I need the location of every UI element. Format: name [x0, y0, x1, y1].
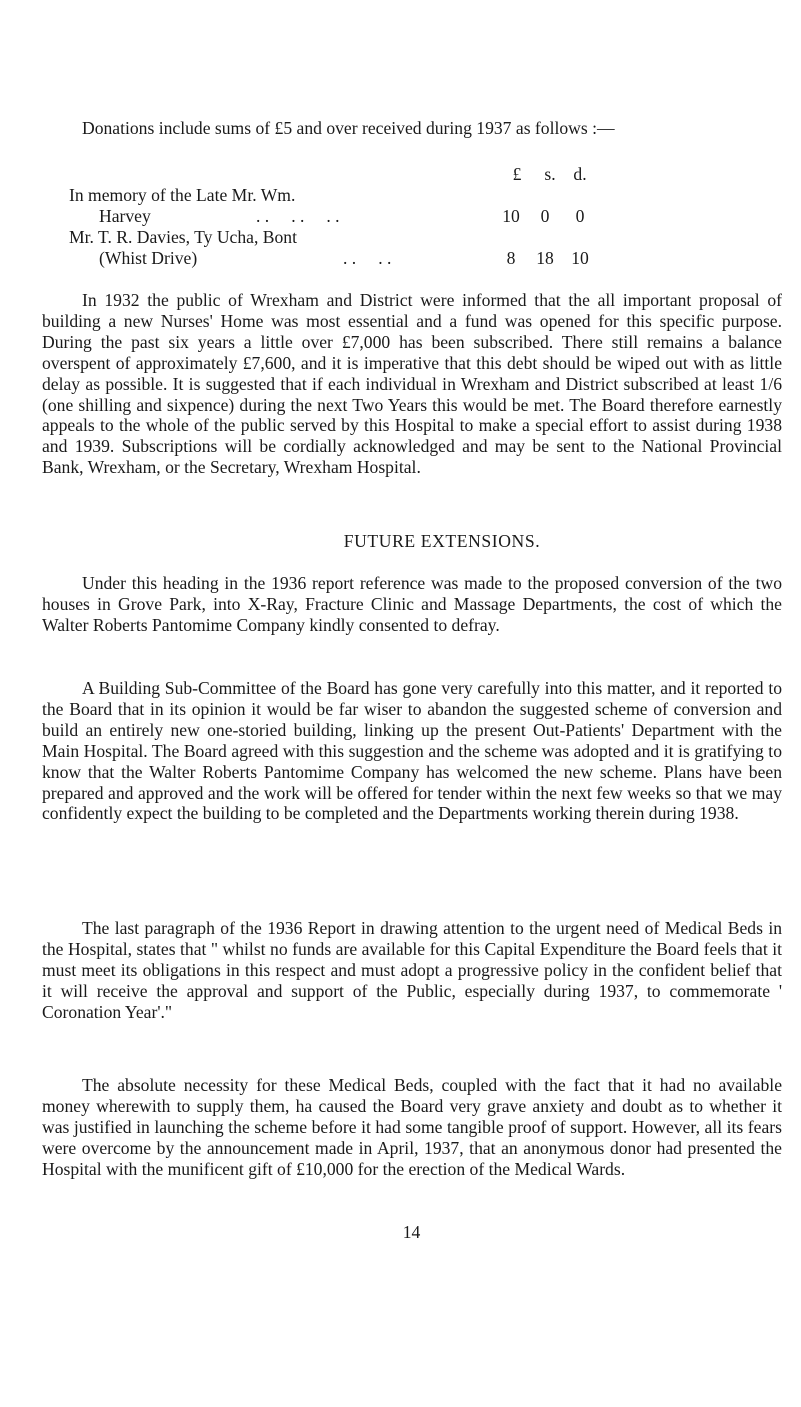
anonymous-donor-paragraph: The absolute necessity for these Medical Beds, coupled with the fact that it had no available money wherewith to supply them, ha caused the Board very grave anxiety and doubt as to whether it was justified in launching the scheme before it had some tangible proof of support. However, all its fears were overcome by the announcement made in April, 1937, that an anonymous donor had presented the Hospital with the munificent gift of £10,000 for the erection of the Medical Wards.	[42, 1075, 782, 1179]
donation-2-pounds: 8	[506, 248, 516, 268]
nurses-home-block	[42, 290, 782, 478]
heading-block	[42, 531, 782, 552]
donation-2-leader: . . . .	[343, 248, 392, 268]
extensions-block-2	[42, 678, 782, 824]
donation-2-shillings: 18	[536, 248, 554, 268]
donation-1-leader: . . . . . .	[256, 206, 340, 226]
donation-1-pounds: 10	[502, 206, 520, 226]
extensions-block-1	[42, 573, 782, 636]
header-pounds: £	[512, 164, 522, 184]
donation-1-line2: Harvey	[99, 206, 151, 226]
page-number: 14	[402, 1222, 421, 1242]
extensions-block-4	[42, 1075, 782, 1180]
donation-2-line2: (Whist Drive)	[99, 248, 198, 268]
header-pence: d.	[573, 164, 587, 184]
donation-2-line1: Mr. T. R. Davies, Ty Ucha, Bont	[69, 227, 297, 247]
extensions-block-3	[42, 918, 782, 1023]
donation-1-shillings: 0	[540, 206, 550, 226]
grove-park-paragraph: Under this heading in the 1936 report reference was made to the proposed conversion of the two houses in Grove Park, into X-Ray, Fracture Clinic and Massage Departments, the cost of which the Walter Roberts Pantomime Company kindly consented to defray.	[42, 573, 782, 635]
donation-2-pence: 10	[571, 248, 589, 268]
intro-block	[42, 118, 782, 139]
sub-committee-paragraph: A Building Sub-Committee of the Board has gone very carefully into this matter, and it reported to the Board that in its opinion it would be far wiser to abandon the suggested scheme of conversion and build an entirely new one-storied building, linking up the present Out-Patients' Department with the Main Hospital. The Board agreed with this suggestion and the scheme was adopted and it is gratifying to know that the Walter Roberts Pantomime Company has welcomed the new scheme. Plans have been prepared and approved and the work will be offered for tender within the next few weeks so that we may confidently expect the building to be completed and the Departments working therein during 1938.	[42, 678, 782, 824]
section-heading: FUTURE EXTENSIONS.	[343, 531, 541, 551]
donation-1-pence: 0	[575, 206, 585, 226]
header-shillings: s.	[544, 164, 556, 184]
donation-1-line1: In memory of the Late Mr. Wm.	[69, 185, 296, 205]
medical-beds-paragraph: The last paragraph of the 1936 Report in drawing attention to the urgent need of Medical Beds in the Hospital, states that " whilst no funds are available for this Capital Expenditure the Board feels that it must meet its obligations in this respect and must adopt a progressive policy in the confident belief that it will receive the approval and support of the Public, especially during 1937, to commemorate ' Coronation Year'."	[42, 918, 782, 1022]
intro-paragraph: Donations include sums of £5 and over received during 1937 as follows :—	[82, 118, 615, 138]
nurses-home-paragraph: In 1932 the public of Wrexham and District were informed that the all important proposal of building a new Nurses' Home was most essential and a fund was opened for this specific purpose. During the past six years a little over £7,000 has been subscribed. There still remains a balance overspent of approximately £7,600, and it is imperative that this debt should be wiped out with as little delay as possible. It is suggested that if each individual in Wrexham and District subscribed at least 1/6 (one shilling and sixpence) during the next Two Years this would be met. The Board therefore earnestly appeals to the whole of the public served by this Hospital to make a special effort to assist during 1938 and 1939. Subscriptions will be cordially acknowledged and may be sent to the National Provincial Bank, Wrexham, or the Secretary, Wrexham Hospital.	[42, 290, 782, 478]
